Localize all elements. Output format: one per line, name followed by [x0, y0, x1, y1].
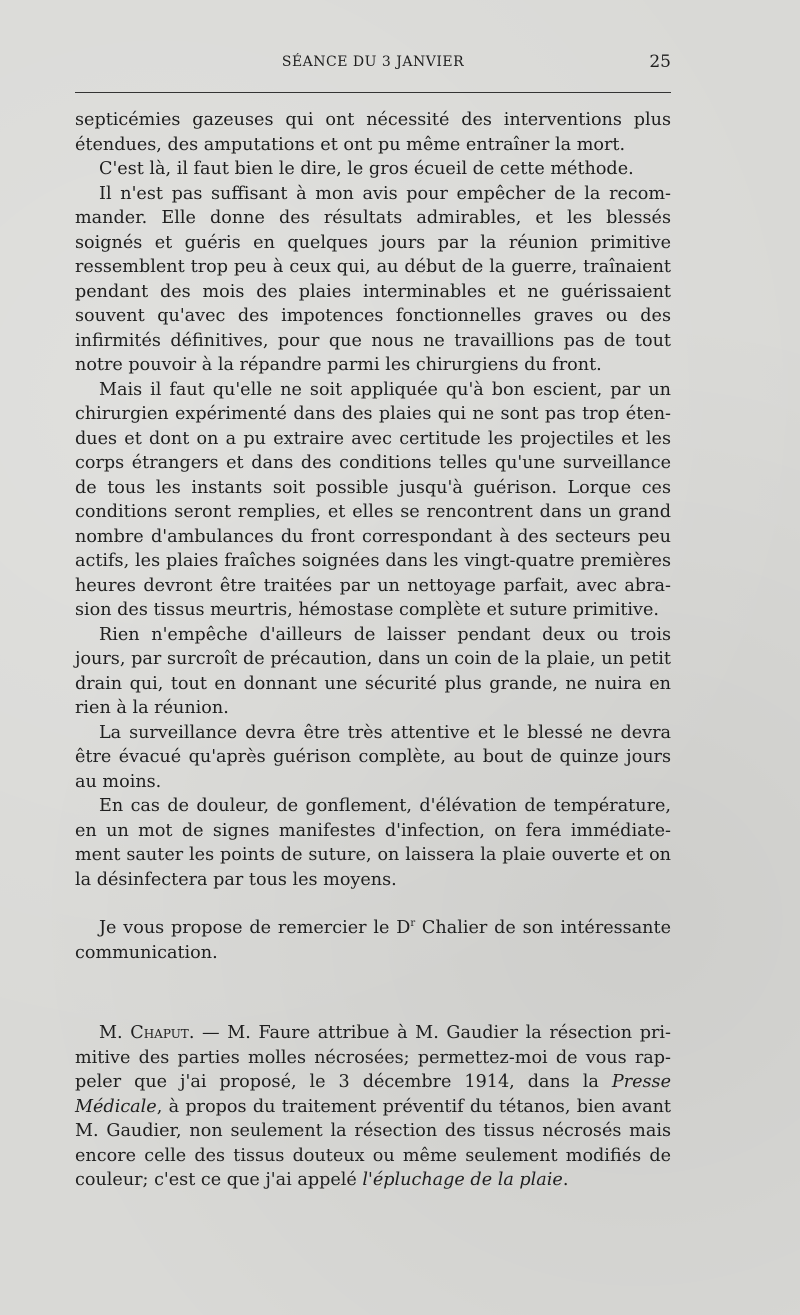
paragraph-8-text-b: Chalier de son intéressante communication.: [75, 918, 671, 963]
term-epluchage: l'épluchage de la plaie: [362, 1170, 563, 1190]
paragraph-8-text-a: Je vous propose de remercier le D: [99, 918, 411, 938]
paragraph-8: [75, 916, 671, 965]
paragraph-2: C'est là, il faut bien le dire, le gros écueil de cette méthode.: [99, 159, 634, 179]
paragraph-5: Rien n'empêche d'ailleurs de laisser pendant deux ou trois jours, par surcroît de précaution, dans un coin de la plaie, un petit drain qui, tout en donnant une sécurité plus grande, ne nuira en rien à la réunion.: [75, 624, 671, 718]
paragraph-9: [75, 1021, 671, 1193]
running-head: [75, 52, 671, 74]
paragraph-9-end: .: [562, 1170, 569, 1190]
paragraph-3: Il n'est pas suffisant à mon avis pour empêcher de la recommander. Elle donne des résultats admirables, et les blessés soignés et guéris en quelques jours par la réunion primitive ressemblent trop peu à ceux qui, au début de la guerre, traînaient pendant des mois des plaies interminables et ne guérissaient souvent qu'avec des impotences fonctionnelles graves ou des infirmités définitives, pour que nous ne travaillions pas de tout notre pouvoir à la répandre parmi les chirurgiens du front.: [75, 183, 671, 375]
paragraph-9-text-b: , à propos du traitement préventif du tétanos, bien avant M. Gaudier, non seulement la résection des tissus nécrosés mais encore celle des tissus douteux ou même seulement modifiés de couleur; c'est ce que j'ai appelé: [75, 1096, 671, 1190]
body-text: [75, 108, 671, 1193]
journal-title: Presse Médicale: [75, 1072, 671, 1117]
paragraph-1: septicémies gazeuses qui ont nécessité des interventions plus étendues, des amputations et ont pu même entraîner la mort.: [75, 110, 671, 155]
paragraph-4: Mais il faut qu'elle ne soit appliquée qu'à bon escient, par un chirurgien expérimenté dans des plaies qui ne sont pas trop étendues et dont on a pu extraire avec certitude les projectiles et les corps étrangers et dans des conditions telles qu'une surveillance de tous les instants soit possible jusqu'à guérison. Lorque ces conditions seront remplies, et elles se rencontrent dans un grand nombre d'ambulances du front correspondant à des secteurs peu actifs, les plaies fraîches soignées dans les vingt-quatre premières heures devront être traitées par un nettoyage parfait, avec abrasion des tissus meurtris, hémostase complète et suture primitive.: [75, 379, 671, 620]
page-number: 25: [649, 52, 671, 72]
doctor-abbrev-superscript: r: [410, 918, 416, 930]
paragraph-9-text-a: . — M. Faure attribue à M. Gaudier la résection primitive des parties molles nécrosées; permettez-moi de vous rappeler que j'ai proposé, le 3 décembre 1914, dans la: [75, 1023, 671, 1092]
speaker-name: Chaput: [130, 1023, 189, 1043]
speaker-prefix: M.: [99, 1023, 131, 1043]
paragraph-6: La surveillance devra être très attentive et le blessé ne devra être évacué qu'après guérison complète, au bout de quinze jours au moins.: [75, 722, 671, 792]
paragraph-7: En cas de douleur, de gonflement, d'élévation de température, en un mot de signes manifestes d'infection, on fera immédiatement sauter les points de suture, on laissera la plaie ouverte et on la désinfectera par tous les moyens.: [75, 796, 671, 890]
running-title: SÉANCE DU 3 JANVIER: [281, 54, 465, 70]
header-rule: [75, 92, 671, 93]
